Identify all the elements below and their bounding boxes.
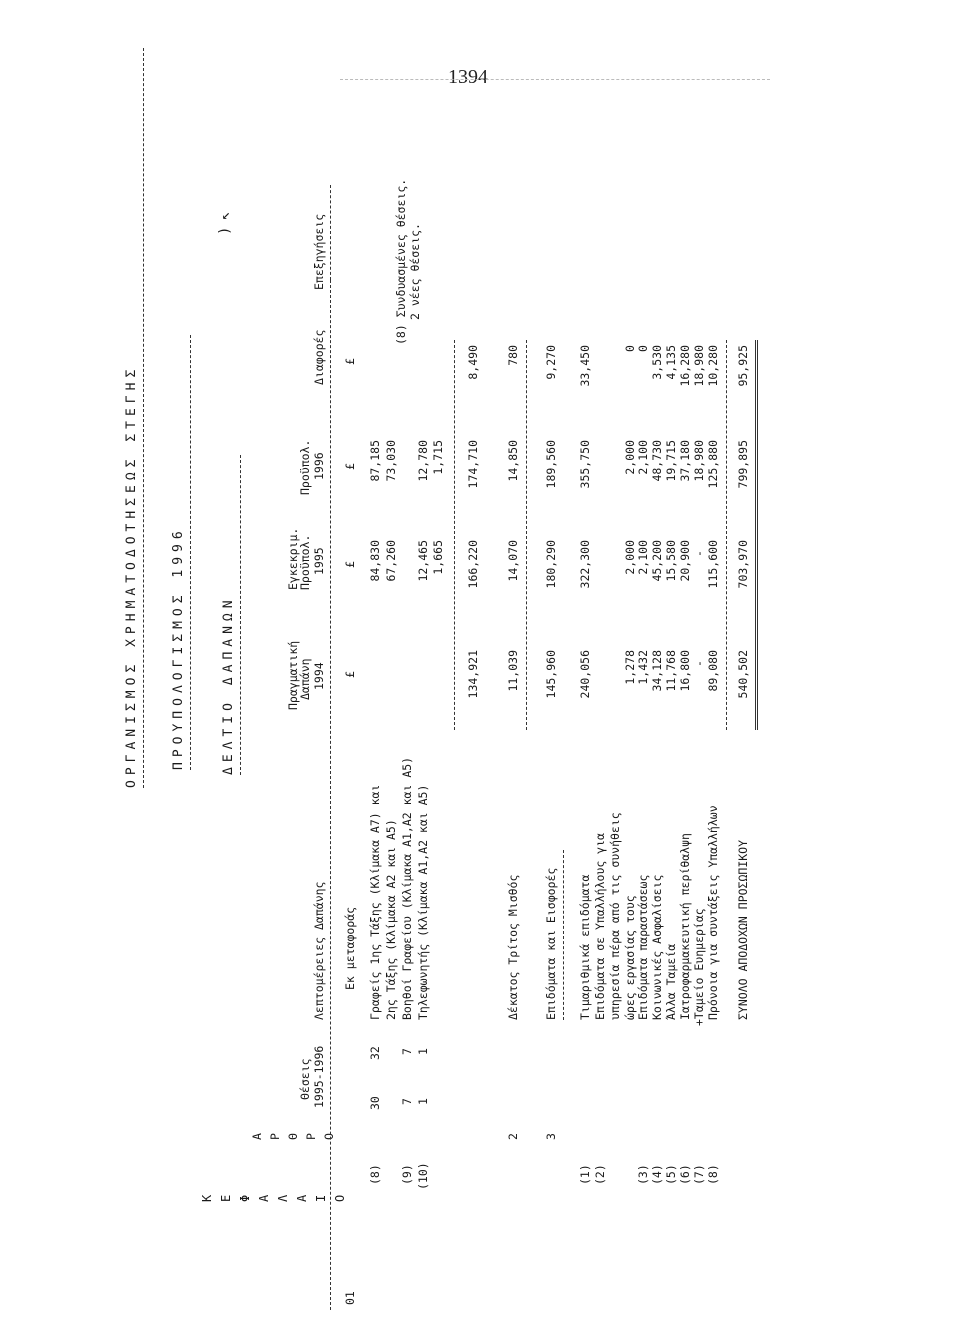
row-8-desc-1: Γραφείς 1ης Τάξης (Κλίμακα Α7) και xyxy=(368,784,382,1020)
row-8-budget: 87,185 xyxy=(368,440,382,482)
allowance-3-budget: 2,100 xyxy=(636,440,650,475)
subtotal-2-rule xyxy=(526,340,527,730)
art-3-desc: Επιδόματα και Εισφορές xyxy=(544,867,558,1020)
allowance-6-approved: 20,900 xyxy=(678,540,692,582)
total-double-rule xyxy=(755,340,758,730)
row-9-seats-a: 7 xyxy=(400,1098,414,1105)
col-arthro: ΑΡΘΡΟ xyxy=(250,1133,336,1140)
row-9-article: (9) xyxy=(400,1164,414,1185)
stray-arrow: ↖ xyxy=(217,211,233,220)
allowance-4-desc: Κοινωνικές Ασφαλίσεις xyxy=(650,874,664,1020)
row-10-desc: Τηλεφωνητής (Κλίμακα Α1,Α2 και Α5) xyxy=(416,784,430,1020)
header-rule xyxy=(330,280,331,1310)
row-8-seats-b: 32 xyxy=(368,1046,382,1060)
allowance-5-diff: 4,135 xyxy=(664,345,678,380)
allowance-4-diff: 3,530 xyxy=(650,345,664,380)
currency-budget: £ xyxy=(343,463,357,470)
allowance-3-desc: Επιδόματα παραστάσεως xyxy=(636,874,650,1020)
col-details: Λεπτομέρειες Δαπάνης xyxy=(312,881,326,1020)
allowance-7-diff: 18,980 xyxy=(692,345,706,387)
total-budget: 799,895 xyxy=(736,440,750,489)
col-actual-2: Δαπάνη xyxy=(298,658,312,700)
row-10-seats-a: 1 xyxy=(416,1098,430,1105)
side-label: ΚΕΦΑΛΑΙΟ xyxy=(200,1194,347,1202)
row-8-desc-2: 2ης Τάξης (Κλίμακα Α2 και Α5) xyxy=(384,819,398,1020)
allowance-8-budget: 125,880 xyxy=(706,440,720,489)
transfer-label: Εκ μεταφοράς xyxy=(343,906,357,990)
title-underline xyxy=(143,48,144,788)
subtotal-1-approved: 166,220 xyxy=(466,540,480,589)
allowance-4-actual: 34,128 xyxy=(650,650,664,692)
explanation-8: (8) Συνδυασμένες θέσεις. xyxy=(394,178,408,345)
art-2-approved: 14,070 xyxy=(506,540,520,582)
row-9-approved: 67,260 xyxy=(384,540,398,582)
explanation-8b: 2 νέες θέσεις. xyxy=(408,223,422,320)
allowance-2-desc-3: ώρες εργασίας τους xyxy=(623,895,637,1020)
subtotal-1-diff: 8,490 xyxy=(466,345,480,380)
allowance-1-diff: 33,450 xyxy=(578,345,592,387)
allowance-1-number: (1) xyxy=(578,1164,592,1185)
allowance-5-actual: 11,768 xyxy=(664,650,678,692)
col-actual-1: Πραγματική xyxy=(286,640,300,710)
allowance-5-approved: 15,580 xyxy=(664,540,678,582)
total-actual: 540,502 xyxy=(736,650,750,699)
budget-title: ΠΡΟΥΠΟΛΟΓΙΣΜΟΣ 1996 xyxy=(171,526,186,770)
col-years: 1995-1996 xyxy=(312,1045,326,1108)
allowance-2-desc-1: Επιδόματα σε Υπαλλήλους για xyxy=(593,833,607,1020)
col-diff: Διαφορές xyxy=(312,329,326,385)
currency-approved: £ xyxy=(343,561,357,568)
allowance-1-actual: 240,056 xyxy=(578,650,592,699)
currency-diff: £ xyxy=(343,358,357,365)
allowance-2-number: (2) xyxy=(593,1164,607,1185)
col-budget-1: Προϋπολ. xyxy=(298,439,312,495)
row-10-seats-b: 1 xyxy=(416,1048,430,1055)
allowance-8-desc: Πρόνοια για συντάξεις Υπαλλήλων xyxy=(706,805,720,1020)
row-9-budget: 73,030 xyxy=(384,440,398,482)
row-9-desc: Βοηθοί Γραφείου (Κλίμακα Α1,Α2 και Α5) xyxy=(400,756,414,1020)
col-approved-3: 1995 xyxy=(312,547,326,575)
total-diff: 95,925 xyxy=(736,345,750,387)
allowance-3-number: (3) xyxy=(636,1164,650,1185)
row-8-seats-a: 30 xyxy=(368,1096,382,1110)
art-2-budget: 14,850 xyxy=(506,440,520,482)
art-2-number: 2 xyxy=(506,1133,520,1140)
subtotal-1-budget: 174,710 xyxy=(466,440,480,489)
art-2-desc: Δέκατος Τρίτος Μισθός xyxy=(506,874,520,1020)
col-expl: Επεξηγήσεις xyxy=(312,213,326,290)
allowance-1-desc: Τιμαριθμικά επιδόματα xyxy=(578,874,592,1020)
subtotal-1-actual: 134,921 xyxy=(466,650,480,699)
page-number: 1394 xyxy=(448,66,488,88)
row-8-article: (8) xyxy=(368,1164,382,1185)
col-approved-1: Εγκεκριμ. xyxy=(286,527,300,590)
row-9-seats-b: 7 xyxy=(400,1048,414,1055)
chapter-code: 01 xyxy=(343,1291,357,1305)
row-11-budget: 1,715 xyxy=(431,440,445,475)
allowance-6-budget: 37,180 xyxy=(678,440,692,482)
allowance-2-budget: 2,000 xyxy=(623,440,637,475)
subtotal-2-actual: 145,960 xyxy=(544,650,558,699)
art-3-underline xyxy=(563,850,564,1020)
art-2-actual: 11,039 xyxy=(506,650,520,692)
allowance-6-diff: 16,280 xyxy=(678,345,692,387)
org-title: ΟΡΓΑΝΙΣΜΟΣ ΧΡΗΜΑΤΟΔΟΤΗΣΕΩΣ ΣΤΕΓΗΣ xyxy=(124,364,139,788)
allowance-3-approved: 2,100 xyxy=(636,540,650,575)
allowance-7-desc: +Ταμείο Ευημερίας xyxy=(692,908,706,1026)
allowance-5-desc: Άλλα Ταμεία xyxy=(664,943,678,1020)
allowance-6-actual: 16,800 xyxy=(678,650,692,692)
allowance-8-number: (8) xyxy=(706,1164,720,1185)
allowance-6-number: (6) xyxy=(678,1164,692,1185)
subtotal-1-rule xyxy=(454,340,455,730)
total-label: ΣΥΝΟΛΟ ΑΠΟΔΟΧΩΝ ΠΡΟΣΩΠΙΚΟΥ xyxy=(736,839,750,1020)
allowance-8-actual: 89,080 xyxy=(706,650,720,692)
allowance-7-actual: - xyxy=(692,660,706,667)
allowance-2-diff: 0 xyxy=(623,345,637,352)
allowance-1-approved: 322,300 xyxy=(578,540,592,589)
stray-paren: ) xyxy=(217,226,233,235)
row-10-article: (10) xyxy=(416,1162,430,1190)
allowance-3-actual: 1,432 xyxy=(636,650,650,685)
budget-underline xyxy=(190,335,191,770)
row-10-budget: 12,780 xyxy=(416,440,430,482)
allowance-8-diff: 10,280 xyxy=(706,345,720,387)
allowance-7-number: (7) xyxy=(692,1164,706,1185)
art-3-number: 3 xyxy=(544,1133,558,1140)
allowance-6-desc: Ιατροφαρμακευτική περίθαλψη xyxy=(678,833,692,1020)
col-theseis: Θέσεις xyxy=(298,1058,312,1100)
allowance-5-number: (5) xyxy=(664,1164,678,1185)
allowance-3-diff: 0 xyxy=(636,345,650,352)
row-8-approved: 84,830 xyxy=(368,540,382,582)
col-budget-2: 1996 xyxy=(312,452,326,480)
col-actual-3: 1994 xyxy=(312,662,326,690)
total-top-rule xyxy=(726,340,727,730)
allowance-4-number: (4) xyxy=(650,1164,664,1185)
allowance-2-approved: 2,000 xyxy=(623,540,637,575)
total-approved: 703,970 xyxy=(736,540,750,589)
allowance-5-budget: 19,715 xyxy=(664,440,678,482)
row-10-approved: 12,465 xyxy=(416,540,430,582)
art-2-diff: 780 xyxy=(506,345,520,366)
subtotal-2-diff: 9,270 xyxy=(544,345,558,380)
header-rule-expl xyxy=(330,185,331,280)
allowance-8-approved: 115,600 xyxy=(706,540,720,589)
allowance-2-desc-2: υπηρεσία πέρα από τις συνήθεις xyxy=(608,812,622,1020)
subtotal-2-approved: 180,290 xyxy=(544,540,558,589)
allowance-4-budget: 48,730 xyxy=(650,440,664,482)
subtotal-2-budget: 189,560 xyxy=(544,440,558,489)
expense-underline xyxy=(240,455,241,775)
allowance-7-approved: - xyxy=(692,550,706,557)
allowance-2-actual: 1,278 xyxy=(623,650,637,685)
row-11-approved: 1,665 xyxy=(431,540,445,575)
currency-actual: £ xyxy=(343,671,357,678)
allowance-4-approved: 45,200 xyxy=(650,540,664,582)
allowance-1-budget: 355,750 xyxy=(578,440,592,489)
edge-rule xyxy=(340,79,770,80)
col-approved-2: Προϋπολ. xyxy=(298,534,312,590)
expense-title: ΔΕΛΤΙΟ ΔΑΠΑΝΩΝ xyxy=(221,595,236,775)
allowance-7-budget: 18,980 xyxy=(692,440,706,482)
